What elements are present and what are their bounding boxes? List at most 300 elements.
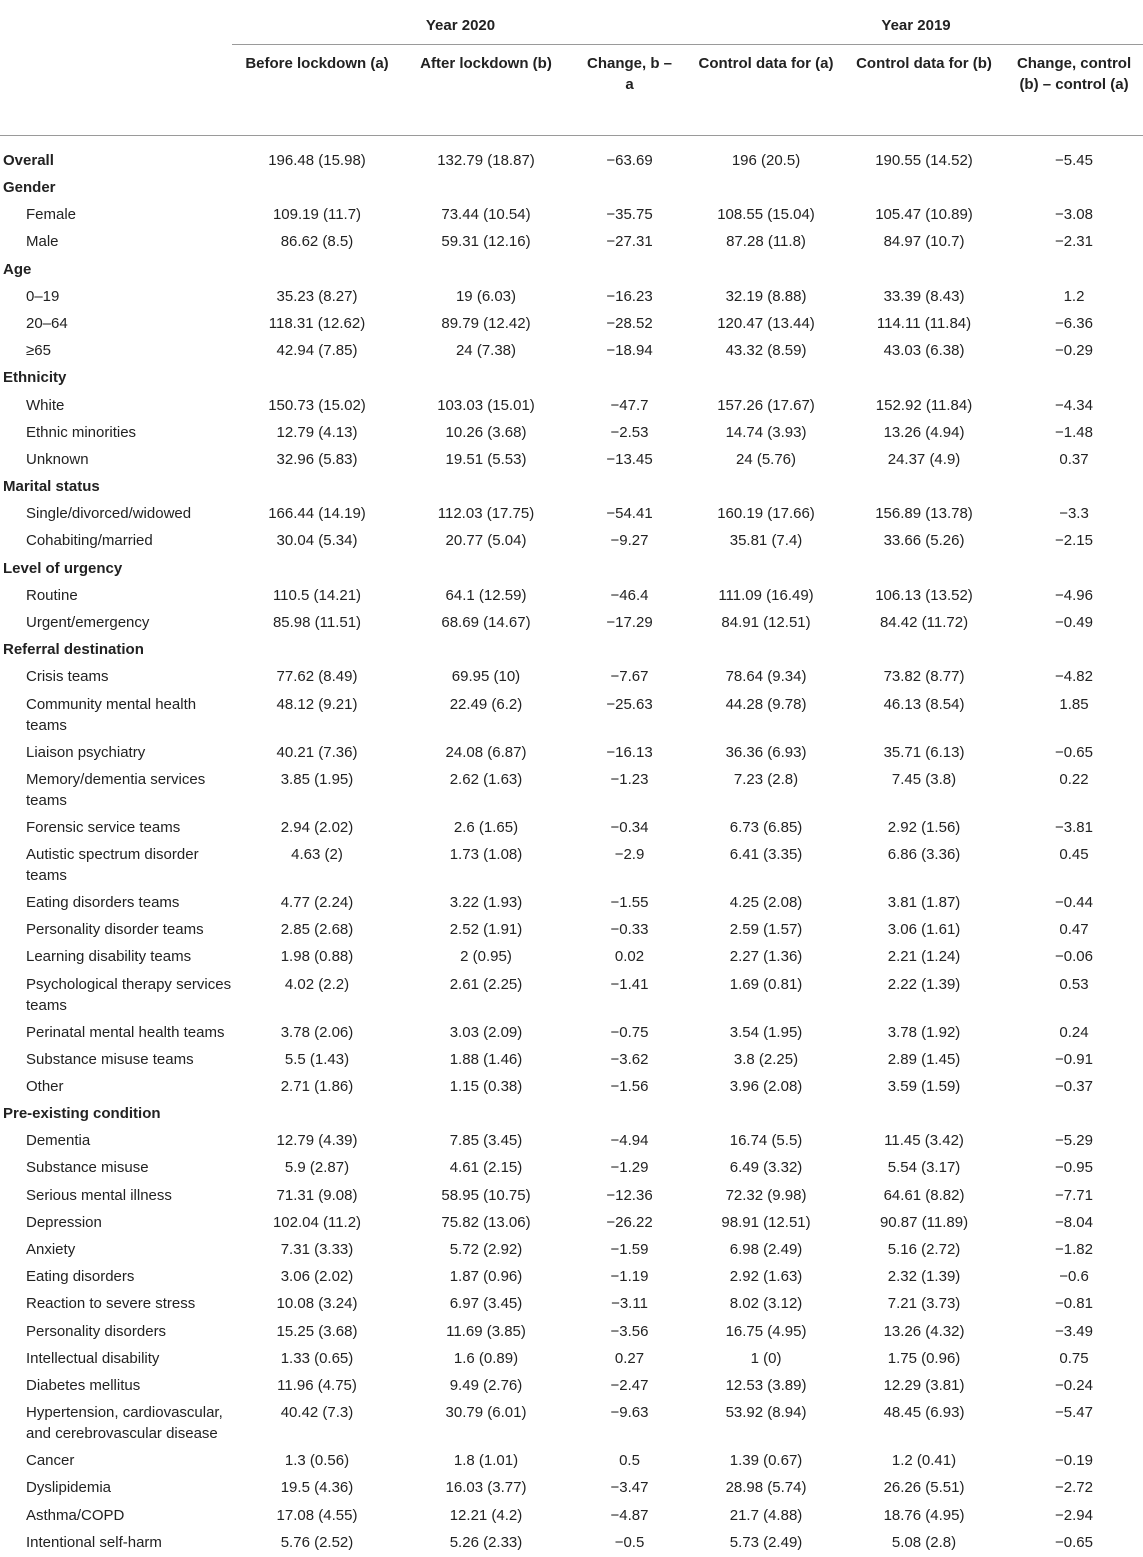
value-cell: 40.42 (7.3) — [280, 1404, 354, 1422]
value-cell: −1.29 — [610, 1159, 649, 1177]
empty-cell — [689, 365, 843, 392]
value-cell: 6.98 (2.49) — [729, 1241, 803, 1258]
value-cell: 2.59 (1.57) — [729, 921, 803, 939]
col-before-lockdown: Before lockdown (a) — [232, 45, 402, 136]
value-cell: 2.22 (1.39) — [887, 975, 961, 993]
empty-cell — [1005, 474, 1143, 501]
value-cell: −2.53 — [610, 423, 649, 441]
value-cell: 84.97 (10.7) — [883, 233, 965, 251]
value-cell: 14.74 (3.93) — [725, 423, 807, 441]
value-cell: 12.21 (4.2) — [449, 1506, 523, 1524]
value-cell: 3.06 (1.61) — [887, 921, 961, 939]
value-cell: 69.95 (10) — [451, 668, 521, 686]
category-row — [0, 175, 1143, 202]
value-cell: 16.75 (4.95) — [725, 1322, 807, 1340]
value-cell: 5.08 (2.8) — [891, 1533, 957, 1551]
value-cell: −0.6 — [1059, 1268, 1089, 1286]
empty-cell — [570, 637, 689, 664]
value-cell: 48.45 (6.93) — [883, 1404, 965, 1422]
row-label: Eating disorders — [26, 1268, 135, 1286]
value-cell: 44.28 (9.78) — [725, 695, 807, 713]
row-label: Other — [26, 1077, 64, 1095]
value-cell: 12.53 (3.89) — [725, 1376, 807, 1394]
table-row — [0, 1047, 1143, 1074]
row-label: Cancer — [26, 1452, 75, 1470]
value-cell: −28.52 — [606, 314, 653, 332]
value-cell: 98.91 (12.51) — [721, 1213, 811, 1231]
value-cell: 22.49 (6.2) — [449, 695, 523, 713]
col-change-2020: Change, b – a — [570, 45, 689, 136]
value-cell: 73.44 (10.54) — [441, 206, 531, 224]
value-cell: 64.61 (8.82) — [883, 1186, 965, 1204]
value-cell: 53.92 (8.94) — [725, 1404, 807, 1422]
year-2020-header: Year 2020 — [232, 0, 689, 45]
value-cell: 1.39 (0.67) — [729, 1452, 803, 1470]
category-row — [0, 136, 1143, 176]
empty-cell — [1005, 175, 1143, 202]
value-cell: 160.19 (17.66) — [717, 505, 815, 523]
value-cell: −4.82 — [1055, 668, 1093, 686]
row-label: Serious mental illness — [26, 1186, 172, 1204]
value-cell: 11.45 (3.42) — [884, 1132, 964, 1150]
value-cell: 2.52 (1.91) — [449, 921, 523, 939]
value-cell: 0.75 — [1059, 1349, 1089, 1367]
category-row — [0, 1101, 1143, 1128]
row-label: Reaction to severe stress — [26, 1295, 196, 1313]
value-cell: 4.77 (2.24) — [280, 893, 354, 911]
value-cell: 84.42 (11.72) — [879, 614, 969, 631]
category-row — [0, 637, 1143, 664]
col-control-b: Control data for (b) — [843, 45, 1005, 136]
value-cell: 19 (6.03) — [455, 287, 517, 305]
table-row — [0, 1373, 1143, 1400]
value-cell: 16.74 (5.5) — [729, 1132, 803, 1150]
value-cell: −3.81 — [1055, 818, 1093, 836]
table-row — [0, 692, 1143, 740]
table-row — [0, 610, 1143, 637]
value-cell: 7.21 (3.73) — [887, 1295, 961, 1313]
year-2019-header: Year 2019 — [689, 0, 1143, 45]
row-label: Intentional self-harm — [26, 1533, 162, 1551]
empty-cell — [232, 1101, 402, 1128]
row-label: Ethnic minorities — [26, 423, 137, 441]
value-cell: 3.22 (1.93) — [449, 893, 523, 911]
table-row — [0, 501, 1143, 528]
table-row — [0, 447, 1143, 474]
value-cell: 120.47 (13.44) — [717, 314, 815, 332]
value-cell: 21.7 (4.88) — [729, 1506, 803, 1524]
value-cell: 24 (5.76) — [735, 450, 797, 468]
value-cell: −0.06 — [1055, 948, 1093, 966]
value-cell: 28.98 (5.74) — [725, 1479, 807, 1497]
value-cell: 5.73 (2.49) — [729, 1533, 803, 1551]
table-row — [0, 1237, 1143, 1264]
label-column-header — [0, 45, 232, 136]
value-cell: 1.3 (0.56) — [284, 1452, 350, 1470]
value-cell: −2.47 — [610, 1376, 649, 1394]
value-cell: 7.45 (3.8) — [891, 770, 957, 788]
value-cell: 30.04 (5.34) — [276, 532, 358, 550]
value-cell: −1.48 — [1055, 423, 1093, 441]
value-cell: −3.11 — [611, 1295, 648, 1313]
category-label: Level of urgency — [3, 559, 123, 577]
value-cell: 9.49 (2.76) — [449, 1376, 523, 1394]
value-cell: 0.22 — [1059, 770, 1089, 788]
row-label: Psychological therapy services teams — [26, 975, 232, 1014]
value-cell: 6.86 (3.36) — [887, 845, 961, 863]
empty-cell — [689, 257, 843, 284]
table-body — [0, 136, 1143, 1557]
value-cell: 3.06 (2.02) — [280, 1268, 354, 1286]
value-cell: 5.16 (2.72) — [887, 1241, 961, 1258]
value-cell: 26.26 (5.51) — [883, 1479, 965, 1497]
table-row — [0, 917, 1143, 944]
empty-cell — [402, 556, 570, 583]
value-cell: 5.9 (2.87) — [284, 1159, 350, 1177]
row-label: Diabetes mellitus — [26, 1376, 141, 1394]
value-cell: 4.02 (2.2) — [284, 975, 350, 993]
empty-cell — [843, 637, 1005, 664]
empty-cell — [843, 175, 1005, 202]
value-cell: 86.62 (8.5) — [280, 233, 354, 251]
value-cell: 2.62 (1.63) — [449, 770, 523, 788]
col-after-lockdown: After lockdown (b) — [402, 45, 570, 136]
value-cell: 10.26 (3.68) — [445, 423, 527, 441]
row-label: Male — [26, 233, 59, 251]
value-cell: −3.56 — [610, 1322, 649, 1340]
empty-cell — [570, 257, 689, 284]
row-label: Hypertension, cardiovascular, and cerebrovascular disease — [26, 1404, 223, 1443]
row-label: Routine — [26, 586, 78, 604]
value-cell: 2.85 (2.68) — [280, 921, 354, 939]
value-cell: 3.85 (1.95) — [280, 770, 354, 788]
value-cell: 0.47 — [1059, 921, 1089, 939]
value-cell: −3.08 — [1055, 206, 1093, 224]
value-cell: 20.77 (5.04) — [445, 532, 527, 550]
value-cell: 43.32 (8.59) — [725, 342, 807, 360]
value-cell: 2.21 (1.24) — [887, 948, 961, 966]
table-row — [0, 767, 1143, 815]
value-cell: 0.27 — [614, 1349, 645, 1367]
value-cell: −3.3 — [1059, 505, 1089, 523]
table-row — [0, 1210, 1143, 1237]
value-cell: 3.78 (2.06) — [280, 1023, 354, 1041]
year-header-row — [0, 0, 1143, 45]
value-cell: 3.8 (2.25) — [733, 1050, 799, 1068]
value-cell: 2.92 (1.56) — [887, 818, 961, 836]
value-cell: −5.45 — [1055, 152, 1093, 169]
table-row — [0, 1074, 1143, 1101]
category-row — [0, 257, 1143, 284]
value-cell: −1.82 — [1055, 1241, 1093, 1258]
value-cell: 35.23 (8.27) — [276, 287, 358, 305]
row-label: Dyslipidemia — [26, 1479, 112, 1497]
value-cell: 40.21 (7.36) — [276, 743, 358, 761]
value-cell: −0.29 — [1055, 342, 1093, 360]
value-cell: 0.45 — [1059, 845, 1089, 863]
value-cell: 3.59 (1.59) — [887, 1077, 961, 1095]
value-cell: 1.8 (1.01) — [453, 1452, 519, 1470]
row-label: Perinatal mental health teams — [26, 1023, 225, 1041]
value-cell: 103.03 (15.01) — [437, 396, 535, 414]
value-cell: −0.19 — [1055, 1452, 1093, 1470]
value-cell: −16.23 — [606, 287, 653, 305]
value-cell: 111.09 (16.49) — [718, 586, 814, 604]
value-cell: −3.62 — [610, 1050, 649, 1068]
value-cell: 4.61 (2.15) — [449, 1159, 523, 1177]
value-cell: 11.96 (4.75) — [277, 1376, 357, 1394]
category-label: Pre-existing condition — [3, 1105, 161, 1123]
category-label: Ethnicity — [3, 369, 67, 387]
value-cell: 1.85 — [1059, 695, 1089, 713]
value-cell: 24 (7.38) — [455, 342, 517, 360]
value-cell: −0.65 — [1055, 743, 1093, 761]
value-cell: 106.13 (13.52) — [875, 586, 973, 604]
empty-cell — [843, 365, 1005, 392]
value-cell: 109.19 (11.7) — [272, 206, 362, 224]
value-cell: −6.36 — [1055, 314, 1093, 332]
empty-cell — [232, 257, 402, 284]
empty-cell — [689, 637, 843, 664]
corner-cell — [0, 0, 232, 45]
value-cell: 2.32 (1.39) — [887, 1268, 961, 1286]
category-label: Gender — [3, 179, 56, 196]
table-row — [0, 1020, 1143, 1047]
value-cell: 105.47 (10.89) — [875, 206, 973, 224]
empty-cell — [570, 474, 689, 501]
value-cell: −18.94 — [606, 342, 653, 360]
value-cell: 1.33 (0.65) — [280, 1349, 354, 1367]
empty-cell — [1005, 1101, 1143, 1128]
value-cell: 166.44 (14.19) — [268, 505, 366, 523]
value-cell: 5.72 (2.92) — [449, 1241, 523, 1258]
value-cell: 3.78 (1.92) — [887, 1023, 961, 1041]
value-cell: −1.59 — [610, 1241, 649, 1258]
value-cell: 43.03 (6.38) — [883, 342, 965, 360]
value-cell: 33.39 (8.43) — [883, 287, 965, 305]
empty-cell — [402, 257, 570, 284]
category-row — [0, 365, 1143, 392]
value-cell: 3.03 (2.09) — [449, 1023, 523, 1041]
table-row — [0, 284, 1143, 311]
row-label: Urgent/emergency — [26, 614, 150, 631]
value-cell: 64.1 (12.59) — [445, 586, 527, 604]
table-row — [0, 528, 1143, 555]
value-cell: −0.49 — [1055, 614, 1093, 631]
value-cell: 4.63 (2) — [291, 845, 343, 863]
row-label: Substance misuse — [26, 1159, 149, 1177]
empty-cell — [843, 1101, 1005, 1128]
value-cell: 19.5 (4.36) — [280, 1479, 354, 1497]
row-label: White — [26, 396, 65, 414]
value-cell: −3.49 — [1055, 1322, 1093, 1340]
value-cell: 3.54 (1.95) — [729, 1023, 803, 1041]
row-label: Female — [26, 206, 77, 224]
value-cell: 1 (0) — [750, 1349, 782, 1367]
table-row — [0, 311, 1143, 338]
value-cell: 18.76 (4.95) — [883, 1506, 965, 1524]
value-cell: −9.63 — [610, 1404, 649, 1422]
row-label: Substance misuse teams — [26, 1050, 194, 1068]
table-row — [0, 1128, 1143, 1155]
value-cell: 13.26 (4.32) — [883, 1322, 965, 1340]
row-label: Single/divorced/widowed — [26, 505, 192, 523]
value-cell: 90.87 (11.89) — [879, 1213, 969, 1231]
value-cell: 24.37 (4.9) — [887, 450, 961, 468]
value-cell: 12.29 (3.81) — [883, 1376, 965, 1394]
table-row — [0, 420, 1143, 447]
value-cell: 58.95 (10.75) — [441, 1186, 531, 1204]
value-cell: 73.82 (8.77) — [883, 668, 965, 686]
value-cell: −16.13 — [606, 743, 653, 761]
value-cell: −47.7 — [610, 396, 649, 414]
value-cell: −4.94 — [610, 1132, 649, 1150]
value-cell: 12.79 (4.39) — [276, 1132, 358, 1150]
empty-cell — [1005, 365, 1143, 392]
value-cell: −0.34 — [610, 818, 649, 836]
empty-cell — [689, 474, 843, 501]
empty-cell — [232, 474, 402, 501]
value-cell: 19.51 (5.53) — [445, 450, 527, 468]
empty-cell — [232, 365, 402, 392]
empty-cell — [843, 556, 1005, 583]
value-cell: 10.08 (3.24) — [276, 1295, 358, 1313]
row-label: Liaison psychiatry — [26, 743, 146, 761]
value-cell: 7.31 (3.33) — [280, 1241, 354, 1258]
row-label: Autistic spectrum disorder teams — [26, 845, 199, 884]
value-cell: 7.85 (3.45) — [449, 1132, 523, 1150]
value-cell: −17.29 — [606, 614, 653, 631]
empty-cell — [232, 556, 402, 583]
value-cell: 13.26 (4.94) — [883, 423, 965, 441]
table-row — [0, 1530, 1143, 1557]
value-cell: 85.98 (11.51) — [272, 614, 362, 631]
value-cell: 89.79 (12.42) — [441, 314, 531, 332]
value-cell: −5.47 — [1055, 1404, 1093, 1422]
value-cell: 2 (0.95) — [460, 948, 512, 966]
value-cell: 3.96 (2.08) — [729, 1077, 803, 1095]
value-cell: 6.73 (6.85) — [729, 818, 803, 836]
col-change-2019: Change, control (b) – control (a) — [1005, 45, 1143, 136]
value-cell: −3.47 — [610, 1479, 649, 1497]
value-cell: 15.25 (3.68) — [276, 1322, 358, 1340]
category-row — [0, 556, 1143, 583]
empty-cell — [1005, 637, 1143, 664]
value-cell: 12.79 (4.13) — [276, 423, 358, 441]
row-label: Cohabiting/married — [26, 532, 153, 550]
value-cell: 8.02 (3.12) — [729, 1295, 803, 1313]
value-cell: 2.89 (1.45) — [887, 1050, 961, 1068]
value-cell: 108.55 (15.04) — [717, 206, 815, 224]
empty-cell — [232, 637, 402, 664]
value-cell: 32.19 (8.88) — [725, 287, 807, 305]
row-label: 20–64 — [26, 314, 68, 332]
value-cell: 6.49 (3.32) — [729, 1159, 803, 1177]
table-row — [0, 1183, 1143, 1210]
value-cell: 1.73 (1.08) — [449, 845, 523, 863]
empty-cell — [1005, 257, 1143, 284]
value-cell: −5.29 — [1055, 1132, 1093, 1150]
value-cell: 196.48 (15.98) — [268, 152, 366, 169]
value-cell: 2.6 (1.65) — [453, 818, 519, 836]
value-cell: −0.65 — [1055, 1533, 1093, 1551]
value-cell: 190.55 (14.52) — [875, 152, 973, 169]
category-label: Referral destination — [3, 641, 144, 659]
value-cell: 78.64 (9.34) — [725, 668, 807, 686]
value-cell: 48.12 (9.21) — [276, 695, 358, 713]
category-label: Overall — [3, 152, 54, 169]
value-cell: 30.79 (6.01) — [445, 1404, 527, 1422]
value-cell: 0.37 — [1059, 450, 1089, 468]
value-cell: 0.24 — [1059, 1023, 1089, 1041]
value-cell: 1.87 (0.96) — [449, 1268, 523, 1286]
value-cell: 46.13 (8.54) — [883, 695, 965, 713]
value-cell: 6.97 (3.45) — [449, 1295, 523, 1313]
value-cell: 1.6 (0.89) — [453, 1349, 519, 1367]
value-cell: −1.19 — [610, 1268, 649, 1286]
row-label: Eating disorders teams — [26, 893, 180, 911]
value-cell: −0.37 — [1055, 1077, 1093, 1095]
value-cell: −2.72 — [1055, 1479, 1093, 1497]
empty-cell — [843, 257, 1005, 284]
value-cell: −4.34 — [1055, 396, 1093, 414]
row-label: Depression — [26, 1213, 102, 1231]
category-row — [0, 474, 1143, 501]
value-cell: 2.94 (2.02) — [280, 818, 354, 836]
value-cell: −7.67 — [610, 668, 649, 686]
empty-cell — [402, 175, 570, 202]
table-row — [0, 1319, 1143, 1346]
value-cell: −12.36 — [606, 1186, 653, 1204]
row-label: Intellectual disability — [26, 1349, 160, 1367]
value-cell: −2.15 — [1055, 532, 1093, 550]
value-cell: −35.75 — [606, 206, 653, 224]
value-cell: 152.92 (11.84) — [875, 396, 973, 414]
table-row — [0, 1448, 1143, 1475]
value-cell: −7.71 — [1055, 1186, 1093, 1204]
value-cell: −0.44 — [1055, 893, 1093, 911]
value-cell: −27.31 — [606, 233, 653, 251]
value-cell: 87.28 (11.8) — [726, 233, 806, 251]
value-cell: 75.82 (13.06) — [441, 1213, 531, 1231]
value-cell: −2.9 — [614, 845, 645, 863]
value-cell: 5.26 (2.33) — [449, 1533, 523, 1551]
table-row — [0, 972, 1143, 1020]
value-cell: 1.98 (0.88) — [280, 948, 354, 966]
empty-cell — [843, 474, 1005, 501]
table-row — [0, 1264, 1143, 1291]
value-cell: 5.54 (3.17) — [887, 1159, 961, 1177]
table-row — [0, 842, 1143, 890]
value-cell: 0.5 — [619, 1452, 640, 1470]
value-cell: 102.04 (11.2) — [272, 1213, 362, 1231]
value-cell: 16.03 (3.77) — [445, 1479, 527, 1497]
value-cell: 1.2 (0.41) — [891, 1452, 957, 1470]
value-cell: −0.5 — [614, 1533, 645, 1551]
table-row — [0, 664, 1143, 691]
value-cell: −0.24 — [1055, 1376, 1093, 1394]
row-label: Anxiety — [26, 1241, 76, 1258]
value-cell: 32.96 (5.83) — [276, 450, 358, 468]
row-label: Memory/dementia services teams — [26, 770, 206, 809]
category-label: Age — [3, 260, 32, 278]
value-cell: 36.36 (6.93) — [725, 743, 807, 761]
value-cell: −46.4 — [610, 586, 649, 604]
value-cell: −63.69 — [606, 152, 653, 169]
value-cell: 11.69 (3.85) — [446, 1322, 526, 1340]
value-cell: 1.88 (1.46) — [449, 1050, 523, 1068]
value-cell: 5.76 (2.52) — [280, 1533, 354, 1551]
